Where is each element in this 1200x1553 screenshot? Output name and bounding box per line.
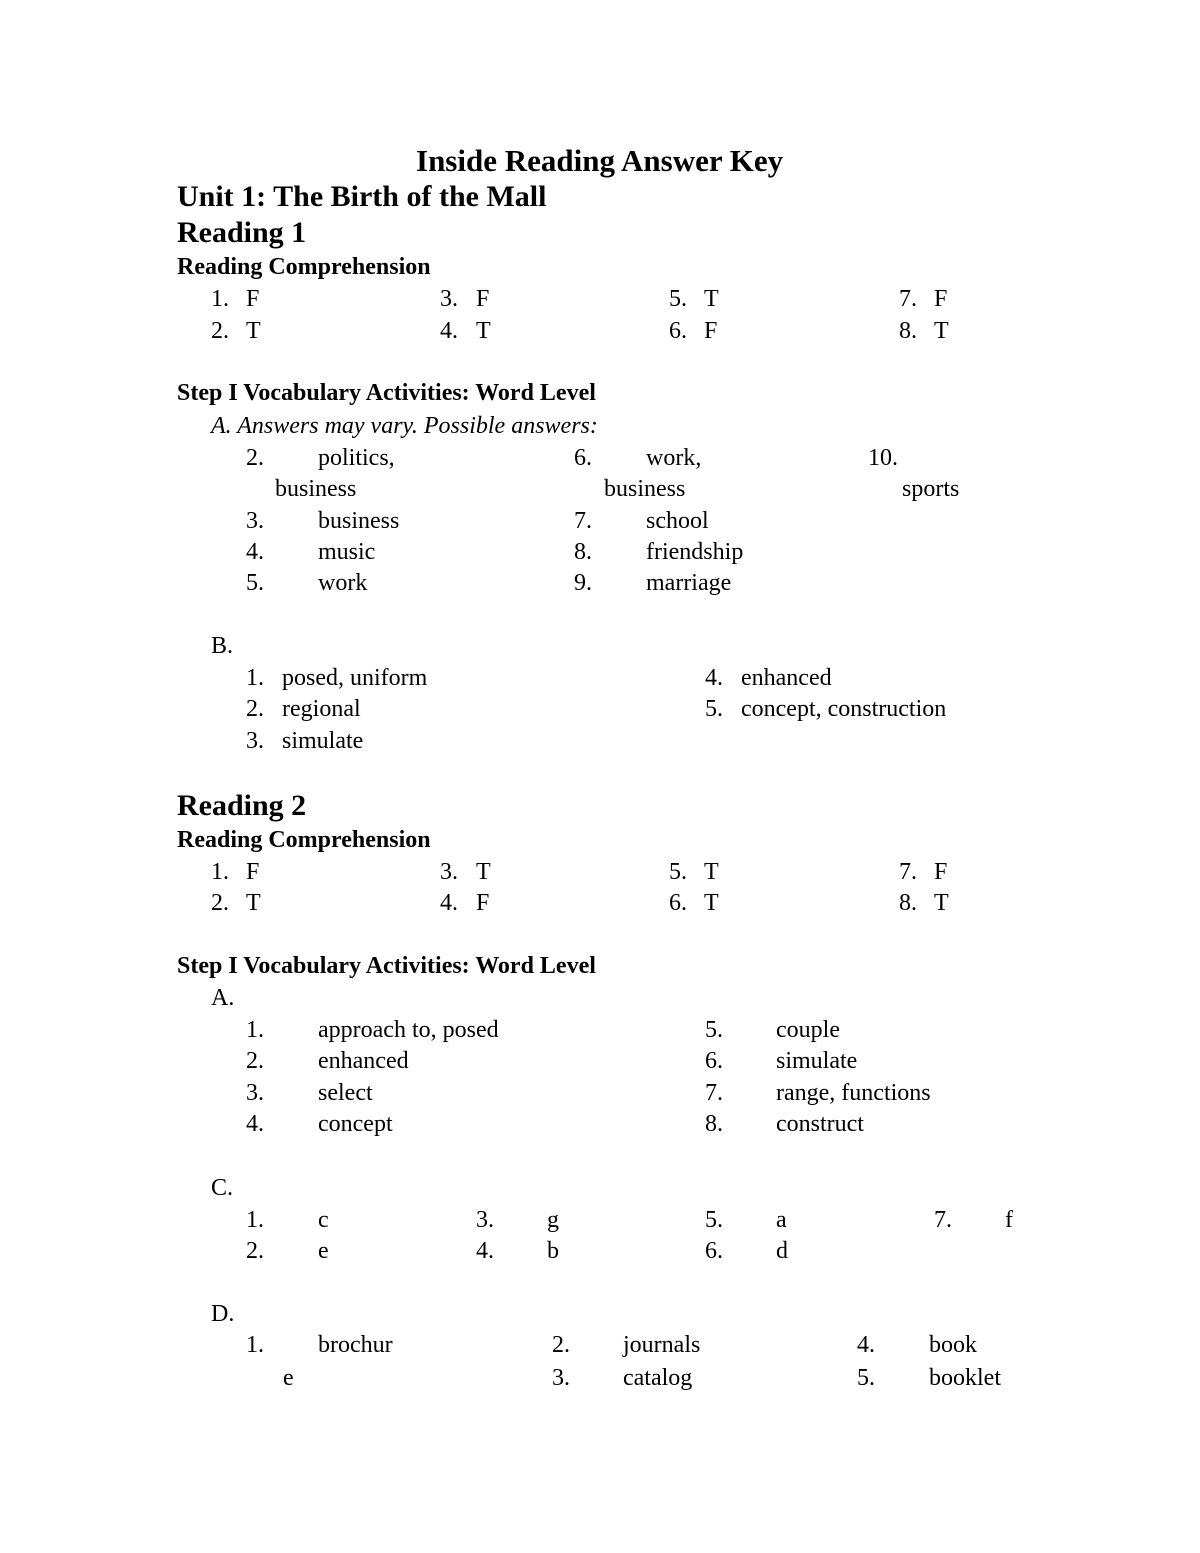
r2-c-num: 5. (705, 1207, 723, 1233)
r2-c-ans: f (1005, 1207, 1013, 1233)
r2-c-ans: c (318, 1207, 329, 1233)
r2-c-num: 6. (705, 1238, 723, 1264)
reading-2-vocab-heading: Step I Vocabulary Activities: Word Level (177, 953, 596, 979)
r2-comp-ans: T (704, 859, 719, 885)
r2-a-num: 3. (246, 1080, 264, 1106)
r1-comp-ans: F (246, 286, 260, 312)
r1-comp-num: 5. (669, 286, 687, 312)
r2-vocab-c-label: C. (211, 1175, 234, 1201)
r2-comp-ans: T (476, 859, 491, 885)
r2-c-ans: e (318, 1238, 329, 1264)
r1-comp-num: 4. (440, 318, 458, 344)
r1-comp-num: 3. (440, 286, 458, 312)
page-title: Inside Reading Answer Key (416, 143, 784, 178)
r2-d-ans: brochur (318, 1332, 393, 1358)
r2-comp-num: 1. (211, 859, 229, 885)
r2-d-num: 3. (552, 1365, 570, 1391)
r2-comp-ans: T (704, 890, 719, 916)
r2-c-ans: b (547, 1238, 559, 1264)
r1-comp-ans: T (704, 286, 719, 312)
r1-a-ans-cont: sports (902, 476, 960, 502)
r2-a-num: 4. (246, 1111, 264, 1137)
r1-comp-num: 8. (899, 318, 917, 344)
r1-b-ans: simulate (282, 728, 364, 754)
r2-c-num: 1. (246, 1207, 264, 1233)
r1-a-num: 3. (246, 508, 264, 534)
r1-a-ans: friendship (646, 539, 744, 565)
r2-comp-num: 7. (899, 859, 917, 885)
r1-a-num: 4. (246, 539, 264, 565)
r1-a-num: 2. (246, 445, 264, 471)
r2-a-ans: couple (776, 1017, 840, 1043)
r1-b-ans: posed, uniform (282, 665, 428, 691)
r2-a-ans: simulate (776, 1048, 858, 1074)
r2-c-num: 4. (476, 1238, 494, 1264)
r2-comp-num: 8. (899, 890, 917, 916)
reading-2-comprehension-heading: Reading Comprehension (177, 827, 431, 853)
r2-a-num: 1. (246, 1017, 264, 1043)
r2-comp-num: 3. (440, 859, 458, 885)
r2-c-ans: d (776, 1238, 788, 1264)
r1-a-num: 10. (868, 445, 898, 471)
r1-comp-ans: T (476, 318, 491, 344)
r2-comp-ans: T (246, 890, 261, 916)
r2-a-ans: select (318, 1080, 373, 1106)
r2-d-ans-cont: e (283, 1365, 294, 1391)
reading-1-comprehension-heading: Reading Comprehension (177, 254, 431, 280)
r1-a-num: 9. (574, 570, 592, 596)
r2-c-ans: a (776, 1207, 787, 1233)
r2-a-num: 6. (705, 1048, 723, 1074)
r2-d-num: 4. (857, 1332, 875, 1358)
r1-b-ans: concept, construction (741, 696, 947, 722)
r2-c-ans: g (547, 1207, 559, 1233)
r2-a-ans: concept (318, 1111, 393, 1137)
r2-d-ans: journals (623, 1332, 701, 1358)
r2-d-ans: book (929, 1332, 977, 1358)
unit-heading: Unit 1: The Birth of the Mall (177, 180, 547, 213)
r1-comp-num: 6. (669, 318, 687, 344)
r1-b-ans: regional (282, 696, 361, 722)
r1-a-num: 6. (574, 445, 592, 471)
r1-comp-ans: F (476, 286, 490, 312)
r2-a-num: 5. (705, 1017, 723, 1043)
r1-a-ans: school (646, 508, 709, 534)
r1-a-num: 8. (574, 539, 592, 565)
r2-d-num: 2. (552, 1332, 570, 1358)
r2-a-ans: enhanced (318, 1048, 409, 1074)
r2-comp-num: 6. (669, 890, 687, 916)
r2-d-ans: booklet (929, 1365, 1001, 1391)
reading-1-heading: Reading 1 (177, 216, 307, 249)
r1-comp-num: 2. (211, 318, 229, 344)
r2-c-num: 3. (476, 1207, 494, 1233)
r1-a-ans-cont: business (275, 476, 357, 502)
r1-a-ans: marriage (646, 570, 732, 596)
r2-vocab-d-label: D. (211, 1301, 235, 1327)
r2-comp-num: 2. (211, 890, 229, 916)
r1-comp-num: 1. (211, 286, 229, 312)
r1-a-num: 5. (246, 570, 264, 596)
r2-c-num: 7. (934, 1207, 952, 1233)
r1-b-num: 2. (246, 696, 264, 722)
r1-b-num: 4. (705, 665, 723, 691)
r2-d-num: 1. (246, 1332, 264, 1358)
r1-b-num: 1. (246, 665, 264, 691)
r1-a-ans: work, (646, 445, 702, 471)
r1-a-ans: business (318, 508, 400, 534)
r1-a-ans-cont: business (604, 476, 686, 502)
r1-vocab-a-note: A. Answers may vary. Possible answers: (211, 413, 598, 439)
r2-comp-ans: F (934, 859, 948, 885)
r2-comp-ans: F (246, 859, 260, 885)
r2-comp-num: 5. (669, 859, 687, 885)
r2-comp-num: 4. (440, 890, 458, 916)
r1-comp-num: 7. (899, 286, 917, 312)
r2-a-ans: approach to, posed (318, 1017, 499, 1043)
r2-vocab-a-label: A. (211, 985, 235, 1011)
r1-comp-ans: F (934, 286, 948, 312)
r1-vocab-b-label: B. (211, 633, 234, 659)
r2-d-num: 5. (857, 1365, 875, 1391)
r1-b-num: 3. (246, 728, 264, 754)
r1-b-ans: enhanced (741, 665, 832, 691)
r2-a-num: 7. (705, 1080, 723, 1106)
r2-comp-ans: F (476, 890, 490, 916)
r1-comp-ans: F (704, 318, 718, 344)
r1-a-ans: music (318, 539, 376, 565)
r2-c-num: 2. (246, 1238, 264, 1264)
r2-a-num: 2. (246, 1048, 264, 1074)
r2-a-ans: range, functions (776, 1080, 931, 1106)
r1-b-num: 5. (705, 696, 723, 722)
r1-a-ans: politics, (318, 445, 395, 471)
r1-comp-ans: T (246, 318, 261, 344)
reading-1-vocab-heading: Step I Vocabulary Activities: Word Level (177, 380, 596, 406)
r1-comp-ans: T (934, 318, 949, 344)
r2-comp-ans: T (934, 890, 949, 916)
r2-a-num: 8. (705, 1111, 723, 1137)
r2-d-ans: catalog (623, 1365, 693, 1391)
r2-a-ans: construct (776, 1111, 864, 1137)
r1-a-num: 7. (574, 508, 592, 534)
reading-2-heading: Reading 2 (177, 789, 307, 822)
r1-a-ans: work (318, 570, 368, 596)
